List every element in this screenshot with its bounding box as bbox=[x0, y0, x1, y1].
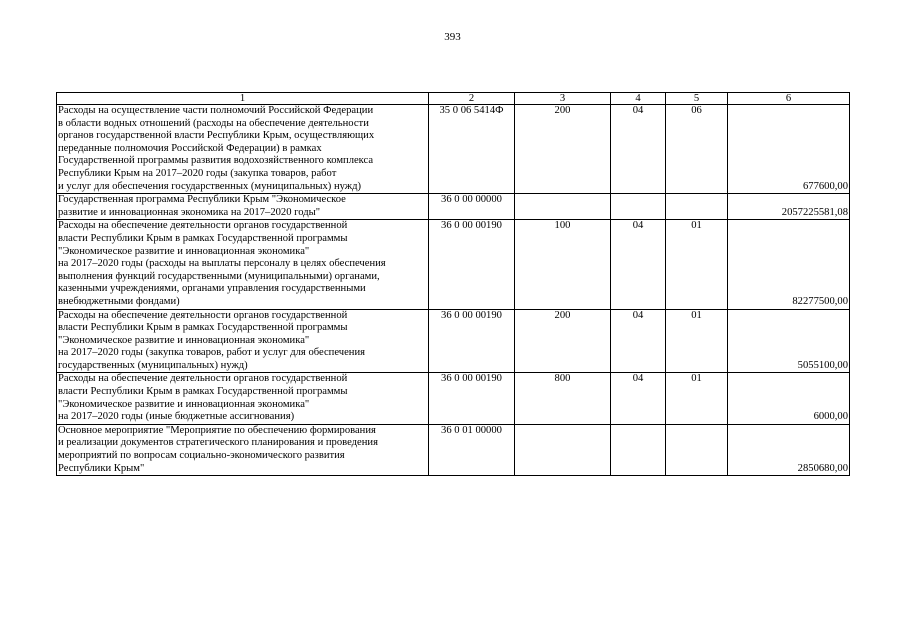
column-header: 4 bbox=[611, 93, 666, 105]
target-article-code: 35 0 06 5414Ф bbox=[429, 105, 515, 194]
expense-description: Основное мероприятие "Мероприятие по обеспечению формирования и реализации документов стратегического планирования и проведения мероприятий по вопросам социально-экономического развития Республики Крым" bbox=[57, 424, 429, 475]
table-row bbox=[57, 424, 850, 475]
subsection-code: 01 bbox=[666, 220, 728, 309]
amount-value: 5055100,00 bbox=[728, 309, 850, 373]
expense-description: Государственная программа Республики Крым "Экономическое развитие и инновационная экономика на 2017–2020 годы" bbox=[57, 194, 429, 220]
amount-value: 82277500,00 bbox=[728, 220, 850, 309]
expense-description: Расходы на обеспечение деятельности органов государственной власти Республики Крым в рамках Государственной программы "Экономическое развитие и инновационная экономика" на 2017–2020 годы (закупка товаров, работ и услуг для обеспечения государственных (муниципальных) нужд) bbox=[57, 309, 429, 373]
expense-type-code: 200 bbox=[515, 309, 611, 373]
expense-type-code: 800 bbox=[515, 373, 611, 424]
expense-description: Расходы на осуществление части полномочий Российской Федерации в области водных отношений (расходы на обеспечение деятельности органов государственной власти Республики Крым, осуществляющих переданные полномочия Российской Федерации) в рамках Государственной программы развития водохозяйственного комплекса Республики Крым на 2017–2020 годы (закупка товаров, работ и услуг для обеспечения государственных (муниципальных) нужд) bbox=[57, 105, 429, 194]
budget-table bbox=[56, 92, 850, 476]
target-article-code: 36 0 00 00190 bbox=[429, 309, 515, 373]
expense-type-code: 200 bbox=[515, 105, 611, 194]
column-header: 5 bbox=[666, 93, 728, 105]
expense-description: Расходы на обеспечение деятельности органов государственной власти Республики Крым в рамках Государственной программы "Экономическое развитие и инновационная экономика" на 2017–2020 годы (иные бюджетные ассигнования) bbox=[57, 373, 429, 424]
table-row bbox=[57, 194, 850, 220]
amount-value: 6000,00 bbox=[728, 373, 850, 424]
target-article-code: 36 0 00 00000 bbox=[429, 194, 515, 220]
section-code: 04 bbox=[611, 220, 666, 309]
column-header: 1 bbox=[57, 93, 429, 105]
expense-type-code: 100 bbox=[515, 220, 611, 309]
amount-value: 2057225581,08 bbox=[728, 194, 850, 220]
expense-type-code bbox=[515, 424, 611, 475]
subsection-code: 01 bbox=[666, 309, 728, 373]
expense-description: Расходы на обеспечение деятельности органов государственной власти Республики Крым в рамках Государственной программы "Экономическое развитие и инновационная экономика" на 2017–2020 годы (расходы на выплаты персоналу в целях обеспечения выполнения функций государственными (муниципальными) органами, казенными учреждениями, органами управления государственными внебюджетными фондами) bbox=[57, 220, 429, 309]
subsection-code: 01 bbox=[666, 373, 728, 424]
table-row bbox=[57, 105, 850, 194]
subsection-code bbox=[666, 424, 728, 475]
amount-value: 677600,00 bbox=[728, 105, 850, 194]
target-article-code: 36 0 01 00000 bbox=[429, 424, 515, 475]
section-code: 04 bbox=[611, 309, 666, 373]
section-code bbox=[611, 424, 666, 475]
target-article-code: 36 0 00 00190 bbox=[429, 373, 515, 424]
column-header: 3 bbox=[515, 93, 611, 105]
table-row bbox=[57, 309, 850, 373]
expense-type-code bbox=[515, 194, 611, 220]
section-code: 04 bbox=[611, 373, 666, 424]
target-article-code: 36 0 00 00190 bbox=[429, 220, 515, 309]
page-number: 393 bbox=[444, 31, 461, 43]
column-header: 2 bbox=[429, 93, 515, 105]
table-row bbox=[57, 373, 850, 424]
table-row bbox=[57, 220, 850, 309]
subsection-code: 06 bbox=[666, 105, 728, 194]
section-code bbox=[611, 194, 666, 220]
section-code: 04 bbox=[611, 105, 666, 194]
table-header-row bbox=[57, 93, 850, 105]
column-header: 6 bbox=[728, 93, 850, 105]
amount-value: 2850680,00 bbox=[728, 424, 850, 475]
subsection-code bbox=[666, 194, 728, 220]
